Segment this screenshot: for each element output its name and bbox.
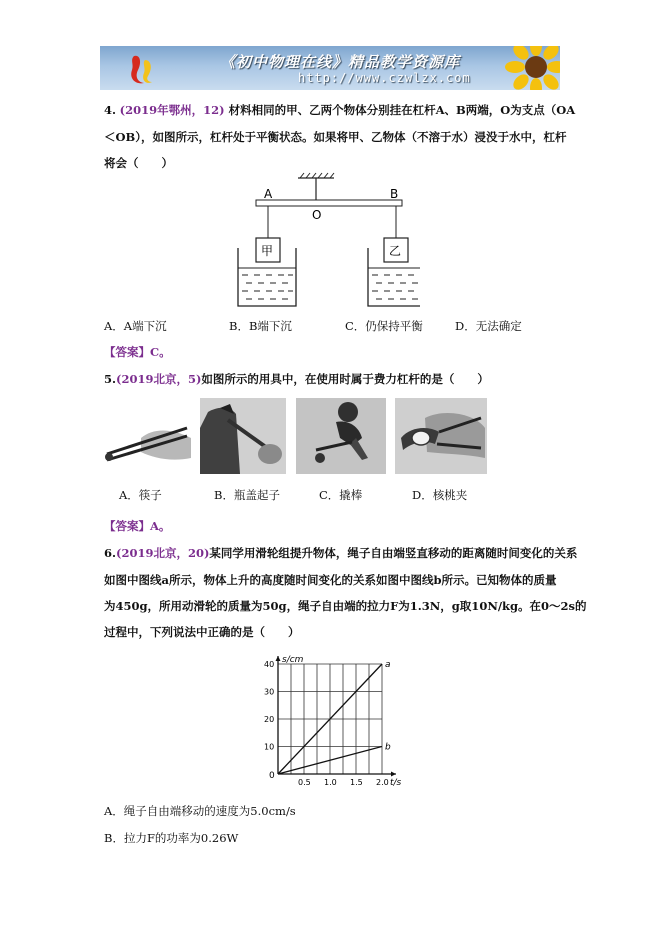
chart-series [278, 660, 391, 774]
y-tick-label: 20 [264, 715, 275, 724]
q5-caption-d: D．核桃夹 [412, 488, 468, 502]
x-tick-label: 1.0 [324, 778, 337, 787]
photo-nutcracker [395, 398, 487, 474]
x-tick-label: 1.5 [350, 778, 363, 787]
q6-line1-text: 某同学用滑轮组提升物体，绳子自由端竖直移动的距离随时间变化的关系 [209, 546, 578, 560]
q5-line1 [104, 372, 489, 386]
x-tick-label: 0.5 [298, 778, 311, 787]
q5-text: 如图所示的用具中，在使用时属于费力杠杆的是（ ） [201, 372, 489, 386]
y-tick-label: 40 [264, 660, 275, 669]
sunflower-icon [496, 46, 560, 90]
q6-line4: 过程中，下列说法中正确的是（ ） [104, 625, 300, 639]
photo-bottle-opener [200, 398, 286, 474]
label-b: B [390, 187, 399, 201]
q5-number: 5. [104, 372, 117, 386]
series-label-a: a [385, 660, 391, 670]
series-label-b: b [385, 742, 391, 753]
q4-option-d: D．无法确定 [455, 319, 522, 333]
q4-lever-figure [230, 172, 420, 312]
q6-chart [250, 648, 420, 788]
x-axis-label: t/s [390, 778, 402, 788]
label-a: A [264, 187, 273, 201]
q6-line3: 为450g，所用动滑轮的质量为50g，绳子自由端的拉力F为1.3N，g取10N/kg。在0～2s的 [104, 599, 587, 613]
q6-option-b: B．拉力F的功率为0.26W [104, 831, 239, 845]
q5-source: (2019北京，5) [116, 372, 202, 386]
site-logo-icon [126, 52, 160, 86]
q5-caption-a: A．筷子 [119, 488, 162, 502]
q6-line1 [104, 546, 577, 560]
q4-number: 4. [104, 103, 117, 117]
block-jia: 甲 [261, 244, 274, 258]
origin-label: 0 [269, 771, 275, 781]
x-tick-label: 2.0 [376, 778, 389, 787]
banner-url: http://www.czwlzx.com [298, 71, 471, 85]
header-banner [100, 46, 560, 90]
q4-line1-text: 材料相同的甲、乙两个物体分别挂在杠杆A、B两端，O为支点（OA [224, 103, 576, 117]
q6-source: (2019北京，20) [116, 546, 210, 560]
q5-caption-c: C．撬棒 [319, 488, 363, 502]
y-tick-label: 10 [264, 742, 275, 752]
label-o: O [312, 208, 322, 222]
y-axis-arrow [276, 656, 281, 661]
photo-crowbar [296, 398, 386, 474]
q4-source: (2019年鄂州，12) [119, 103, 225, 117]
q4-line1 [104, 103, 575, 117]
q5-caption-b: B．瓶盖起子 [214, 488, 280, 502]
q6-line2: 如图中图线a所示，物体上升的高度随时间变化的关系如图中图线b所示。已知物体的质量 [104, 573, 557, 587]
q4-line3: 将会（ ） [104, 156, 173, 170]
q5-answer: 【答案】A。 [104, 519, 171, 533]
banner-title: 《初中物理在线》精品教学资源库 [220, 53, 461, 71]
block-yi: 乙 [389, 244, 402, 258]
y-axis-label: s/cm [282, 655, 304, 665]
q6-option-a: A．绳子自由端移动的速度为5.0cm/s [104, 804, 296, 818]
q4-option-b: B．B端下沉 [229, 319, 292, 333]
q4-option-a: A．A端下沉 [104, 319, 167, 333]
q4-line2: ＜OB），如图所示，杠杆处于平衡状态。如果将甲、乙物体（不溶于水）浸没于水中，杠杆 [104, 130, 567, 144]
x-axis-arrow [391, 772, 396, 777]
q4-option-c: C．仍保持平衡 [345, 319, 423, 333]
y-tick-label: 30 [264, 687, 275, 697]
photo-chopsticks [101, 398, 191, 474]
q6-number: 6. [104, 546, 117, 560]
q4-answer: 【答案】C。 [104, 345, 171, 359]
